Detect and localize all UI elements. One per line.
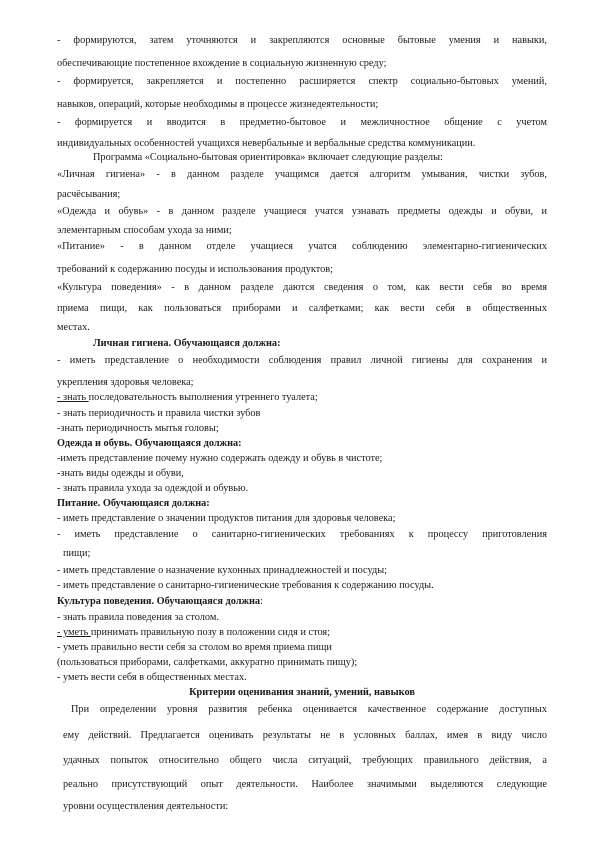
list-item: - иметь представление о назначение кухонных принадлежностей и посуды;: [57, 565, 387, 576]
paragraph-line: «Питание» - в данном отделе учащиеся учатся соблюдению элементарно-гигиенических: [57, 241, 547, 252]
paragraph-line: ему действий. Предлагается оценивать результаты не в условных баллах, имея в виду число: [63, 730, 547, 741]
list-item-prefix: - знать: [57, 392, 89, 403]
section-heading-criteria: Критерии оценивания знаний, умений, навыков: [189, 687, 415, 698]
list-item: - уметь правильно вести себя за столом во время приема пищи: [57, 642, 332, 653]
list-item-prefix: - уметь: [57, 627, 91, 638]
paragraph-line: - формируется, закрепляется и постепенно расширяется спектр социально-бытовых умений,: [57, 76, 547, 87]
list-item: - знать правила поведения за столом.: [57, 612, 219, 623]
list-item: [57, 626, 330, 640]
heading-text: Культура поведения. Обучающаяся должна: [57, 596, 261, 607]
paragraph-line: местах.: [57, 322, 90, 333]
section-heading-clothing: Одежда и обувь. Обучающаяся должна:: [57, 438, 242, 449]
paragraph-line: уровни осуществления деятельности:: [63, 801, 229, 812]
paragraph-line: элементарным способам ухода за ними;: [57, 225, 232, 236]
list-item: пищи;: [63, 548, 91, 559]
paragraph-line: индивидуальных особенностей учащихся невербальные и вербальные средства коммуникации.: [57, 138, 476, 149]
list-item: - иметь представление о санитарно-гигиенические требования к содержанию посуды.: [57, 580, 434, 591]
paragraph-line: навыков, операций, которые необходимы в процессе жизнедеятельности;: [57, 99, 379, 110]
list-item: - иметь представление о санитарно-гигиенических требованиях к процессу приготовления: [57, 529, 547, 540]
list-item: [57, 391, 318, 405]
list-item: -иметь представление почему нужно содержать одежду и обувь в чистоте;: [57, 453, 383, 464]
heading-colon: :: [260, 596, 263, 607]
list-item: -знать периодичность мытья головы;: [57, 423, 219, 434]
paragraph-line: «Культура поведения» - в данном разделе даются сведения о том, как вести себя во время: [57, 282, 547, 293]
list-item: укрепления здоровья человека;: [57, 377, 194, 388]
list-item: - иметь представление о значении продуктов питания для здоровья человека;: [57, 513, 396, 524]
list-item-text: последовательность выполнения утреннего туалета;: [88, 392, 318, 403]
paragraph-line: «Личная гигиена» - в данном разделе учащимся дается алгоритм умывания, чистки зубов,: [57, 169, 547, 180]
paragraph-line: При определении уровня развития ребенка оценивается качественное содержание доступных: [71, 704, 547, 715]
paragraph-line: требований к содержанию посуды и использования продуктов;: [57, 264, 333, 275]
section-heading-behavior: [57, 595, 263, 609]
list-item: - уметь вести себя в общественных местах.: [57, 672, 247, 683]
list-item: -знать виды одежды и обуви,: [57, 468, 184, 479]
list-item: - иметь представление о необходимости соблюдения правил личной гигиены для сохранения и: [57, 355, 547, 366]
paragraph-line: приема пищи, как пользоваться приборами и салфетками; как вести себя в общественных: [57, 303, 547, 314]
paragraph-line: расчёсывания;: [57, 189, 121, 200]
list-item-text: принимать правильную позу в положении сидя и стоя;: [90, 627, 331, 638]
paragraph-line: «Одежда и обувь» - в данном разделе учащиеся учатся узнавать предметы одежды и обуви, и: [57, 206, 547, 217]
list-item: (пользоваться приборами, салфетками, аккуратно принимать пищу);: [57, 657, 358, 668]
paragraph-line: удачных попыток относительно общего числа ситуаций, требующих правильного действия, а: [63, 755, 547, 766]
section-heading-nutrition: Питание. Обучающаяся должна:: [57, 498, 210, 509]
paragraph-line: обеспечивающие постепенное вхождение в социальную жизненную среду;: [57, 58, 387, 69]
paragraph-line: Программа «Социально-бытовая ориентировка» включает следующие разделы:: [93, 152, 443, 163]
paragraph-line: - формируется и вводится в предметно-бытовое и межличностное общение с учетом: [57, 117, 547, 128]
paragraph-line: реально присутствующий опыт деятельности. Наиболее значимыми выделяются следующие: [63, 779, 547, 790]
section-heading-hygiene: Личная гигиена. Обучающаяся должна:: [93, 338, 281, 349]
paragraph-line: - формируются, затем уточняются и закрепляются основные бытовые умения и навыки,: [57, 35, 547, 46]
list-item: - знать правила ухода за одеждой и обувью.: [57, 483, 249, 494]
list-item: - знать периодичность и правила чистки зубов: [57, 408, 261, 419]
